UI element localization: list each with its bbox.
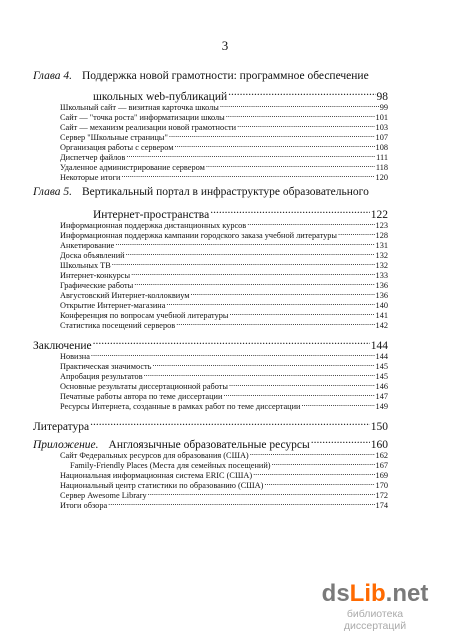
- toc-entry-page: 122: [370, 208, 388, 221]
- chapter4-title-line1: Поддержка новой грамотности: программное обеспечение: [82, 70, 369, 82]
- toc-entry-title: Августовский Интернет-коллоквиум: [60, 291, 190, 301]
- leader-dots: [148, 490, 375, 498]
- toc-entry[interactable]: [60, 371, 388, 382]
- toc-entry[interactable]: [60, 230, 388, 241]
- toc-entry-page: 99: [379, 103, 388, 113]
- toc-entry[interactable]: [60, 142, 388, 153]
- logo-ds: ds: [321, 580, 350, 607]
- leader-dots: [134, 280, 374, 288]
- chapter4-heading: [33, 70, 369, 82]
- toc-entry-page: 174: [375, 501, 388, 511]
- toc-entry-conclusion[interactable]: [33, 337, 388, 352]
- watermark-subtitle: библиотека диссертаций: [343, 608, 407, 632]
- toc-entry-page: 101: [375, 113, 388, 123]
- toc-entry[interactable]: [60, 361, 388, 372]
- toc-entry-title: Сайт — механизм реализации новой грамотности: [60, 123, 237, 133]
- toc-entry[interactable]: [60, 320, 388, 331]
- toc-entry-title: Итоги обзора: [60, 501, 108, 511]
- toc-entry-page: 118: [375, 163, 388, 173]
- leader-dots: [264, 480, 374, 488]
- toc-entry-title: Удаленное администрирование сервером: [60, 163, 205, 173]
- toc-entry-title: Анкетирование: [60, 241, 115, 251]
- toc-entry-title: Конференция по вопросам учебной литературы: [60, 311, 229, 321]
- leader-dots: [144, 371, 375, 379]
- toc-entry[interactable]: [60, 490, 388, 501]
- toc-entry-title: Печатные работы автора по теме диссертации: [60, 392, 223, 402]
- toc-entry[interactable]: [60, 401, 388, 412]
- toc-entry-page: 123: [375, 221, 388, 231]
- toc-entry[interactable]: [60, 152, 388, 163]
- toc-entry-page: 145: [375, 362, 388, 372]
- toc-entry-title: Школьных ТВ: [60, 261, 111, 271]
- toc-entry-page: 103: [375, 123, 388, 133]
- toc-entry-title: Заключение: [33, 339, 92, 352]
- toc-entry-page: 132: [375, 261, 388, 271]
- toc-entry[interactable]: [60, 172, 388, 183]
- leader-dots: [228, 88, 375, 100]
- toc-entry[interactable]: [70, 460, 388, 471]
- leader-dots: [166, 300, 374, 308]
- toc-entry-chapter4[interactable]: [93, 88, 388, 103]
- leader-dots: [226, 112, 375, 120]
- toc-entry-title: Практическая значимость: [60, 362, 152, 372]
- leader-dots: [175, 142, 375, 150]
- toc-entry-literature[interactable]: [33, 418, 388, 433]
- leader-dots: [206, 162, 375, 170]
- leader-dots: [191, 290, 375, 298]
- leader-dots: [250, 450, 375, 458]
- toc-entry-title: Family-Friendly Places (Места для семейных посещений): [70, 461, 271, 471]
- page-number: 3: [221, 38, 229, 53]
- toc-entry-page: 136: [375, 281, 388, 291]
- leader-dots: [338, 230, 375, 238]
- toc-entry[interactable]: [60, 310, 388, 321]
- toc-entry[interactable]: [60, 260, 388, 271]
- toc-entry[interactable]: [60, 290, 388, 301]
- toc-entry-title: Сайт Федеральных ресурсов для образования (США): [60, 451, 249, 461]
- toc-entry-page: 144: [370, 339, 388, 352]
- toc-entry[interactable]: [60, 450, 388, 461]
- toc-entry-chapter5[interactable]: [93, 206, 388, 221]
- toc-entry[interactable]: [60, 220, 388, 231]
- chapter5-label: Глава 5.: [33, 186, 72, 198]
- leader-dots: [91, 351, 375, 359]
- toc-entry-title: Интернет-пространства: [93, 208, 210, 221]
- leader-dots: [108, 500, 374, 508]
- toc-entry-page: 108: [375, 143, 388, 153]
- toc-entry[interactable]: [60, 300, 388, 311]
- chapter5-heading: [33, 186, 369, 198]
- toc-entry[interactable]: [60, 381, 388, 392]
- toc-entry-page: 145: [375, 372, 388, 382]
- toc-entry-page: 147: [375, 392, 388, 402]
- toc-entry-page: 131: [375, 241, 388, 251]
- chapter5-title-line1: Вертикальный портал в инфраструктуре образовательного: [82, 186, 369, 198]
- toc-entry-title: Информационная поддержка дистанционных курсов: [60, 221, 247, 231]
- leader-dots: [237, 122, 374, 130]
- toc-entry-title: Некоторые итоги: [60, 173, 121, 183]
- toc-entry-page: 142: [375, 321, 388, 331]
- leader-dots: [169, 132, 375, 140]
- toc-entry-page: 120: [375, 173, 388, 183]
- toc-entry-title: Сайт — "точка роста" информатизации школы: [60, 113, 225, 123]
- toc-entry-title: Сервер "Школьные страницы": [60, 133, 168, 143]
- leader-dots: [253, 470, 374, 478]
- toc-entry-page: 136: [375, 291, 388, 301]
- toc-entry-title: Литература: [33, 420, 90, 433]
- toc-entry[interactable]: [60, 102, 388, 113]
- toc-entry-title: Сервер Awesome Library: [60, 491, 147, 501]
- toc-entry-page: 170: [375, 481, 388, 491]
- leader-dots: [131, 270, 374, 278]
- toc-entry-page: 162: [375, 451, 388, 461]
- toc-entry-page: 167: [375, 461, 388, 471]
- leader-dots: [229, 310, 374, 318]
- toc-entry-page: 146: [375, 382, 388, 392]
- dslib-logo: [320, 582, 430, 606]
- toc-entry-page: 144: [375, 352, 388, 362]
- leader-dots: [229, 381, 375, 389]
- toc-entry-title: Открытие Интернет-магазина: [60, 301, 166, 311]
- toc-entry-title: Графические работы: [60, 281, 134, 291]
- toc-entry-title: Информационная поддержка кампании городского заказа учебной литературы: [60, 231, 337, 241]
- toc-entry-title: Статистика посещений серверов: [60, 321, 176, 331]
- toc-entry-title: Ресурсы Интернета, созданные в рамках работ по теме диссертации: [60, 402, 301, 412]
- leader-dots: [126, 250, 375, 258]
- toc-entry[interactable]: [60, 280, 388, 291]
- leader-dots: [272, 460, 375, 468]
- toc-entry-page: 141: [375, 311, 388, 321]
- logo-net: .net: [385, 580, 429, 607]
- toc-entry-title: Новизна: [60, 352, 90, 362]
- leader-dots: [210, 206, 370, 218]
- toc-entry-page: 128: [375, 231, 388, 241]
- toc-entry[interactable]: [60, 391, 388, 402]
- toc-entry[interactable]: [60, 162, 388, 173]
- toc-entry-page: 172: [375, 491, 388, 501]
- toc-entry-title: Организация работы с сервером: [60, 143, 174, 153]
- leader-dots: [90, 418, 370, 430]
- leader-dots: [112, 260, 375, 268]
- toc-entry-title: Национальный центр статистики по образованию (США): [60, 481, 264, 491]
- toc-entry-appendix[interactable]: [33, 436, 388, 451]
- leader-dots: [176, 320, 374, 328]
- toc-entry-title: школьных web-публикаций: [93, 90, 228, 103]
- toc-entry-title: Национальная информационная система ERIC (США): [60, 471, 253, 481]
- leader-dots: [301, 401, 374, 409]
- leader-dots: [93, 337, 370, 349]
- leader-dots: [126, 152, 375, 160]
- leader-dots: [220, 102, 379, 110]
- leader-dots: [247, 220, 374, 228]
- leader-dots: [115, 240, 374, 248]
- leader-dots: [152, 361, 374, 369]
- toc-entry[interactable]: [60, 112, 388, 123]
- toc-entry[interactable]: [60, 270, 388, 281]
- chapter4-label: Глава 4.: [33, 70, 72, 82]
- leader-dots: [121, 172, 374, 180]
- appendix-label: Приложение.: [33, 438, 99, 451]
- toc-entry-page: 149: [375, 402, 388, 412]
- toc-entry[interactable]: [60, 470, 388, 481]
- toc-entry-page: 132: [375, 251, 388, 261]
- toc-entry-title: Школьный сайт — визитная карточка школы: [60, 103, 219, 113]
- toc-entry-page: 133: [375, 271, 388, 281]
- toc-entry-page: 160: [370, 438, 388, 451]
- dslib-watermark: [320, 582, 430, 632]
- toc-entry-title: Апробация результатов: [60, 372, 143, 382]
- toc-entry-page: 98: [376, 90, 388, 103]
- toc-entry[interactable]: [60, 351, 388, 362]
- toc-entry-title: Основные результаты диссертационной работы: [60, 382, 228, 392]
- leader-dots: [223, 391, 374, 399]
- toc-entry-title: Доска объявлений: [60, 251, 125, 261]
- leader-dots: [311, 436, 370, 448]
- toc-entry-title: Диспетчер файлов: [60, 153, 126, 163]
- toc-entry-page: 169: [375, 471, 388, 481]
- toc-entry[interactable]: [60, 500, 388, 511]
- toc-entry[interactable]: [60, 240, 388, 251]
- toc-entry[interactable]: [60, 132, 388, 143]
- toc-entry[interactable]: [60, 480, 388, 491]
- toc-entry-page: 150: [370, 420, 388, 433]
- toc-entry-title: Интернет-конкурсы: [60, 271, 131, 281]
- toc-entry[interactable]: [60, 250, 388, 261]
- toc-entry-page: 111: [376, 153, 388, 163]
- toc-entry[interactable]: [60, 122, 388, 133]
- toc-entry-page: 140: [375, 301, 388, 311]
- toc-entry-title: Англоязычные образовательные ресурсы: [108, 438, 310, 451]
- logo-lib: Lib: [349, 580, 386, 607]
- toc-entry-page: 107: [375, 133, 388, 143]
